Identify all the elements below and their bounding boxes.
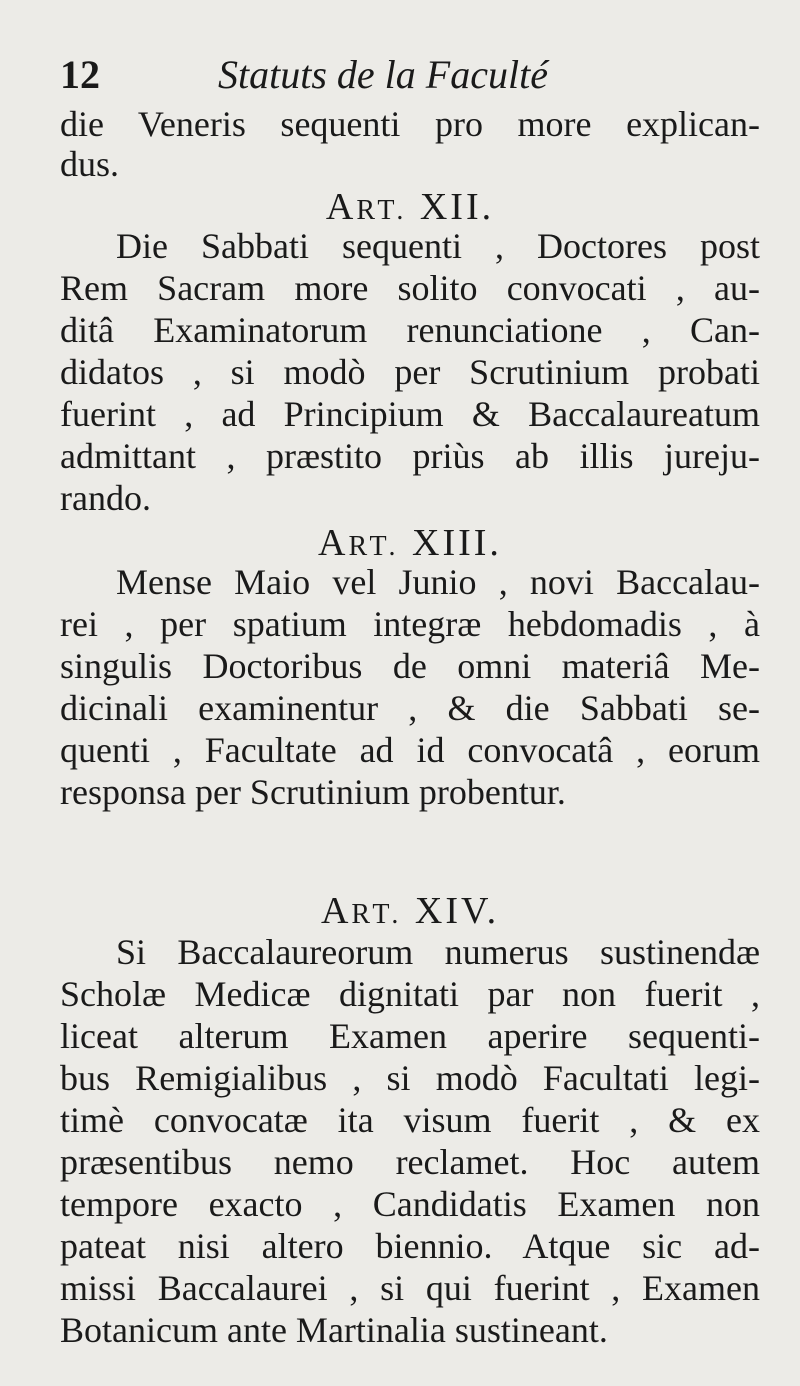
heading-small-caps: RT.	[351, 899, 403, 930]
text-line: rando.	[60, 478, 151, 518]
article-heading-xiv	[60, 890, 760, 936]
text-line: quenti , Facultate ad id convocatâ , eorum	[60, 730, 760, 770]
text-line: Scholæ Medicæ dignitati par non fuerit ,	[60, 974, 760, 1014]
page-number: 12	[60, 52, 100, 97]
text-line: admittant , præstito priùs ab illis jureju-	[60, 436, 760, 476]
heading-prefix: A	[320, 890, 352, 932]
text-line: dicinali examinentur , & die Sabbati se-	[60, 688, 760, 728]
heading-numeral: XIV.	[414, 890, 500, 932]
text-line: bus Remigialibus , si modò Facultati legi-	[60, 1058, 760, 1098]
text-line: Rem Sacram more solito convocati , au-	[60, 268, 760, 308]
text-line: Botanicum ante Martinalia sustineant.	[60, 1310, 608, 1350]
text-line: dus.	[60, 144, 120, 184]
text-line: missi Baccalaurei , si qui fuerint , Examen	[60, 1268, 760, 1308]
text-line: responsa per Scrutinium probentur.	[60, 772, 566, 812]
heading-small-caps: RT.	[356, 195, 408, 226]
text-line: pateat nisi altero biennio. Atque sic ad-	[60, 1226, 760, 1266]
heading-numeral: XII.	[419, 186, 495, 228]
text-line: singulis Doctoribus de omni materiâ Me-	[60, 646, 760, 686]
running-title: Statuts de la Faculté	[218, 52, 548, 97]
text-line: ditâ Examinatorum renunciatione , Can-	[60, 310, 760, 350]
text-line: præsentibus nemo reclamet. Hoc autem	[60, 1142, 760, 1182]
text-line: Si Baccalaureorum numerus sustinendæ	[116, 932, 760, 972]
text-line: rei , per spatium integræ hebdomadis , à	[60, 604, 760, 644]
text-line: didatos , si modò per Scrutinium probati	[60, 352, 760, 392]
text-line: fuerint , ad Principium & Baccalaureatum	[60, 394, 760, 434]
text-line: Die Sabbati sequenti , Doctores post	[116, 226, 760, 266]
text-line: die Veneris sequenti pro more explican-	[60, 104, 760, 144]
text-line: liceat alterum Examen aperire sequenti-	[60, 1016, 760, 1056]
heading-prefix: A	[325, 186, 357, 228]
text-line: tempore exacto , Candidatis Examen non	[60, 1184, 760, 1224]
text-line: Mense Maio vel Junio , novi Baccalau-	[116, 562, 760, 602]
running-head	[60, 40, 760, 110]
text-line: timè convocatæ ita visum fuerit , & ex	[60, 1100, 760, 1140]
heading-small-caps: RT.	[348, 531, 400, 562]
heading-prefix: A	[318, 522, 349, 564]
heading-numeral: XIII.	[412, 522, 502, 564]
